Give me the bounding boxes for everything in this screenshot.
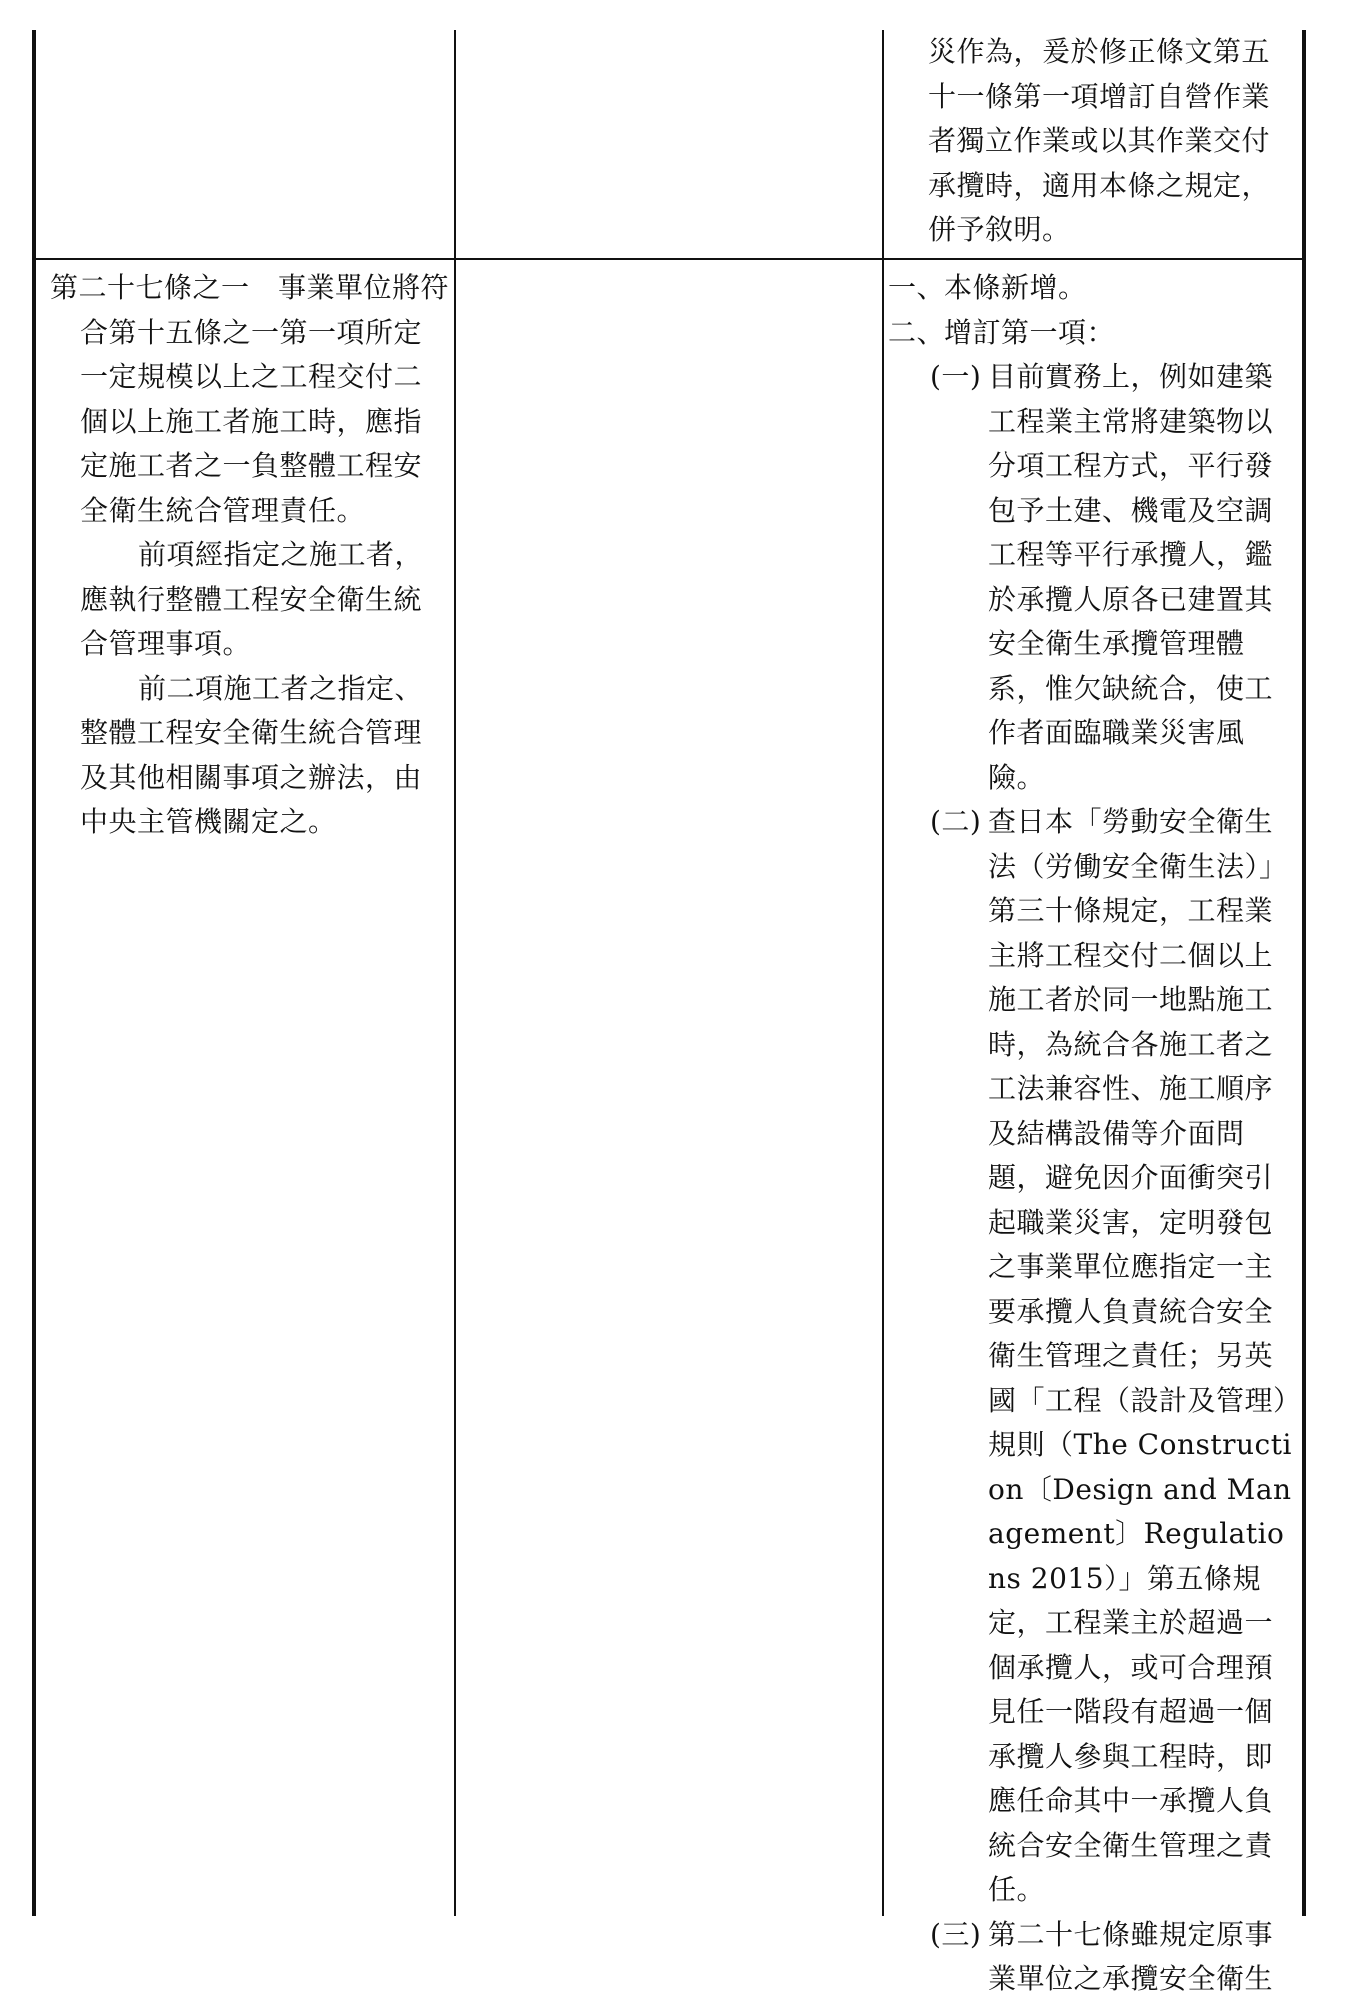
item-number: 二、: [888, 315, 946, 349]
explanation-line: 者獨立作業或以其作業交付: [928, 124, 1271, 157]
explanation-subitem-1: [888, 355, 1293, 800]
article-27-1-cell: [50, 266, 450, 845]
subitem-number: (三): [930, 1917, 982, 1951]
subitem-text: 目前實務上，例如建築工程業主常將建築物以分項工程方式，平行發包予土建、機電及空調工程等平行承攬人，鑑於承攬人原各已建置其安全衛生承攬管理體系，惟欠缺統合，使工作者面臨職業災害風險。: [988, 360, 1274, 794]
row-divider: [32, 258, 1306, 260]
explanation-subitem-3: [888, 1913, 1293, 2002]
article-paragraph-2: 前項經指定之施工者，應執行整體工程安全衛生統合管理事項。: [80, 538, 424, 660]
explanation-line: 承攬時，適用本條之規定，: [928, 168, 1271, 202]
subitem-number: (一): [930, 360, 982, 393]
article-paragraph-3: 前二項施工者之指定、整體工程安全衛生統合管理及其他相關事項之辦法，由中央主管機關定之。: [80, 671, 424, 838]
explanation-line: 併予敘明。: [928, 213, 1071, 246]
item-text: 本條新增。: [944, 271, 1087, 304]
table-left-border: [32, 30, 36, 1916]
table-right-border: [1302, 30, 1306, 1916]
item-number: 一、: [888, 271, 946, 304]
explanation-line: 十一條第一項增訂自營作業: [928, 79, 1271, 113]
row1-explanation-cell: [888, 30, 1293, 253]
current-article-cell-empty: [460, 266, 878, 1866]
explanation-subitem-2: [888, 800, 1293, 1913]
subitem-text: 第二十七條雖規定原事業單位之承攬安全衛生: [988, 1917, 1274, 1995]
subitem-number: (二): [930, 805, 982, 838]
explanation-item-1: [888, 266, 1293, 311]
article-paragraph-1: 第二十七條之一 事業單位將符合第十五條之一第一項所定一定規模以上之工程交付二個以上施工者施工時，應指定施工者之一負整體工程安全衛生統合管理責任。: [50, 271, 450, 527]
subitem-text: 查日本「勞動安全衛生法（労働安全衛生法）」第三十條規定，工程業主將工程交付二個以上施工者於同一地點施工時，為統合各施工者之工法兼容性、施工順序及結構設備等介面問題，避免因介面衝突引起職業災害，定明發包之事業單位應指定一主要承攬人負責統合安全衛生管理之責任；另英國「工程（設計及管理）規則（The Construction〔Design and Management〕Regulations 2015）」第五條規定，工程業主於超過一個承攬人，或可合理預見任一階段有超過一個承攬人參與工程時，即應任命其中一承攬人負統合安全衛生管理之責任。: [988, 805, 1292, 1906]
item-text: 增訂第一項：: [944, 315, 1116, 349]
explanation-line: 災作為，爰於修正條文第五: [928, 35, 1271, 68]
column-divider-1: [454, 30, 456, 1916]
article-27-1-explanation-cell: [888, 266, 1293, 2002]
column-divider-2: [882, 30, 884, 1916]
explanation-item-2: [888, 311, 1293, 356]
